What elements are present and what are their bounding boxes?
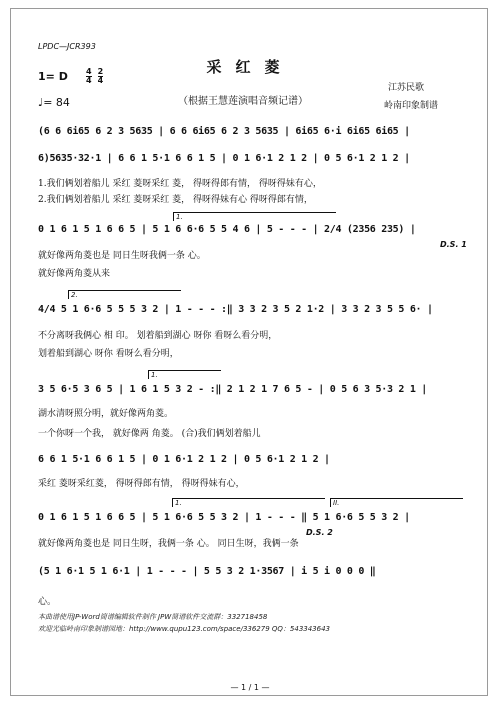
lyrics-row-3-line-1: 就好像两角菱也是 同日生呀我俩一条 心。: [38, 251, 206, 261]
song-origin: 江苏民歌: [388, 83, 425, 93]
lyrics-row-4-line-2: 划着船到湖心 呀你 看呀么看分明，: [38, 349, 179, 359]
ds-mark-1: D.S. 1: [440, 240, 467, 249]
staff-row-3-notes: 0 1 6 1 5 1 6 6 5 | 5 1 6 6·6 5 5 4 6 | 5 - - - | 2/4 (2356 235) |: [38, 224, 416, 235]
lyrics-row-6-line-1: 采红 菱呀采红菱， 得呀得郎有情， 得呀得妹有心，: [38, 479, 245, 489]
volta-bracket: 1.: [148, 370, 221, 379]
staff-row-7-notes: 0 1 6 1 5 1 6 6 5 | 5 1 6·6 5 5 3 2 | 1 - - - ‖ 5 1 6·6 5 5 3 2 |: [38, 512, 410, 523]
volta-bracket: 1.: [173, 212, 336, 221]
page-number: — 1 / 1 —: [230, 683, 270, 692]
footer-credit: 本曲谱使用JP-Word简谱编辑软件制作 JPW简谱软件交流群：332718458: [38, 613, 268, 621]
subtitle: （根据王慧莲演唱音频记谱）: [178, 96, 308, 107]
lyrics-row-2-verse-2: 2.我们俩划着船儿 采红 菱呀采红 菱， 得呀得妹有心 得呀得郎有情，: [38, 195, 313, 205]
lyrics-row-7-line-1: 就好像两角菱也是 同日生呀，我俩一条 心。 同日生呀，我俩一条: [38, 539, 299, 549]
ds-mark-2: D.S. 2: [306, 528, 333, 537]
volta-bracket-second: II.: [330, 498, 463, 507]
volta-bracket: 2.: [68, 290, 181, 299]
staff-row-2-notes: 6)5635·32·1 | 6 6 1 5·1 6 6 1 5 | 0 1 6·1 2 1 2 | 0 5 6·1 2 1 2 |: [38, 153, 410, 164]
score-code: LPDC—JCR393: [38, 42, 96, 51]
lyrics-row-5-line-2: 一个你呀一个我， 就好像两 角菱。 (合)我们俩划着船儿: [38, 429, 261, 439]
lyrics-row-2-verse-1: 1.我们俩划着船儿 采红 菱呀采红 菱， 得呀得郎有情， 得呀得妹有心，: [38, 179, 322, 189]
lyrics-row-3-line-2: 就好像两角菱从来: [38, 269, 111, 279]
time-signatures: [86, 68, 103, 85]
staff-row-8-notes: (5 1 6·1 5 1 6·1 | 1 - - - | 5 5 3 2 1·3567 | i 5 i 0 0 0 ‖: [38, 566, 376, 577]
staff-row-5-notes: 3 5 6·5 3 6 5 | 1 6 1 5 3 2 - :‖ 2 1 2 1 7 6 5 - | 0 5 6 3 5·3 2 1 |: [38, 384, 427, 395]
lyrics-row-4-line-1: 不分离呀我俩心 相 印。 划着船到湖心 呀你 看呀么看分明，: [38, 331, 278, 341]
lyrics-row-5-line-1: 湖水清呀照分明，就好像两角菱。: [38, 409, 174, 419]
lyrics-row-8-line-1: 心。: [38, 597, 57, 607]
footer-website: 欢迎光临岭南印象制谱园地：http://www.qupu123.com/space/336279 QQ：543343643: [38, 625, 330, 633]
staff-row-1-notes: (6 6 6i65 6 2 3 5635 | 6 6 6i65 6 2 3 5635 | 6i65 6·i 6i65 6i65 |: [38, 126, 410, 137]
volta-bracket: 1.: [172, 498, 325, 507]
time-signature-4-4: $\frac{4}{4}$: [86, 67, 92, 85]
page-title: 采红菱: [206, 58, 294, 76]
key-signature: 1= D: [38, 70, 68, 83]
tempo-mark: ♩= 84: [38, 96, 70, 109]
time-signature-2-4: $\frac{2}{4}$: [97, 67, 104, 85]
staff-row-6-notes: 6 6 1 5·1 6 6 1 5 | 0 1 6·1 2 1 2 | 0 5 6·1 2 1 2 |: [38, 454, 330, 465]
staff-row-4-notes: 4/4 5 1 6·6 5 5 5 3 2 | 1 - - - :‖ 3 3 2 3 5 2 1·2 | 3 3 2 3 5 5 6· |: [38, 304, 433, 315]
arranger: 岭南印象制谱: [384, 101, 439, 111]
